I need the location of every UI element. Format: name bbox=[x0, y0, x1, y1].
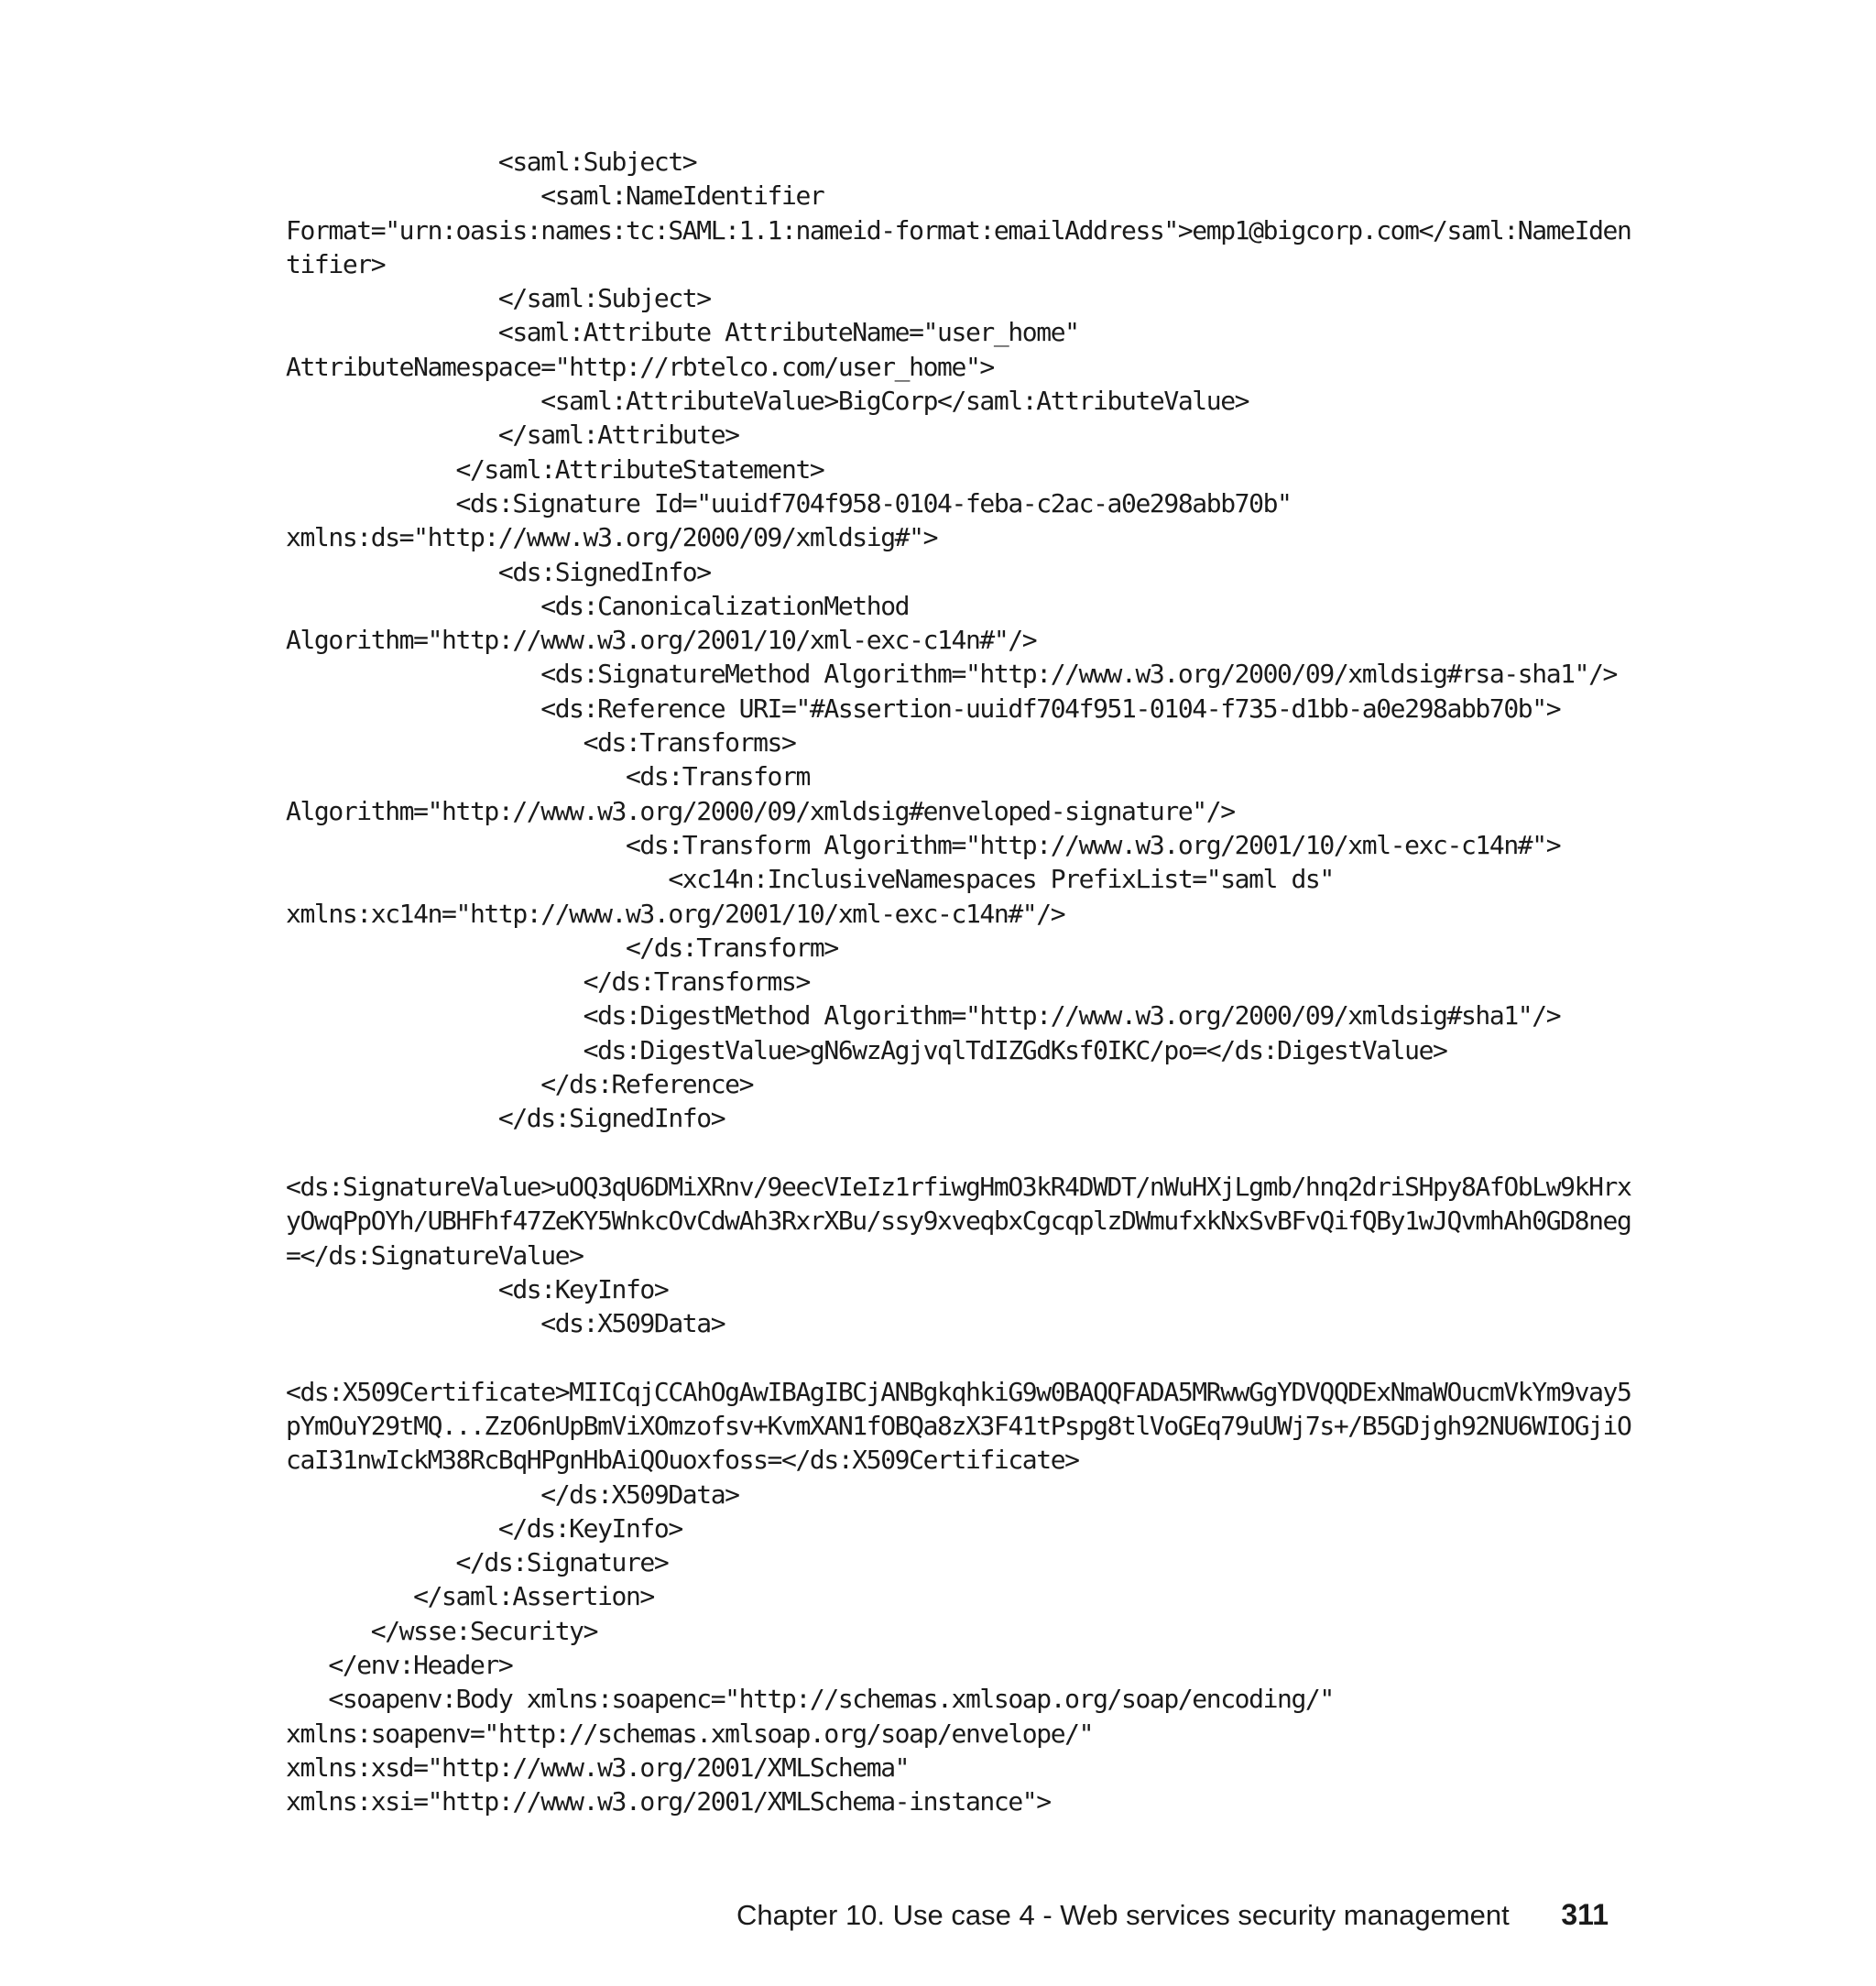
chapter-title: Chapter 10. Use case 4 - Web services security management bbox=[736, 1899, 1510, 1931]
code-line: pYmOuY29tMQ...ZzO6nUpBmViXOmzofsv+KvmXAN1fOBQa8zX3F41tPspg8tlVoGEq79uUWj7s+/B5GDjgh92NU6WIOGjiO bbox=[286, 1410, 1631, 1441]
page-number: 311 bbox=[1561, 1898, 1609, 1931]
code-line: </ds:X509Data> bbox=[286, 1479, 739, 1510]
code-line: <ds:X509Data> bbox=[286, 1308, 725, 1339]
code-line: <ds:Transforms> bbox=[286, 727, 796, 758]
code-line bbox=[286, 1136, 1631, 1170]
code-line: <saml:AttributeValue>BigCorp</saml:AttributeValue> bbox=[286, 386, 1249, 417]
code-line: <ds:CanonicalizationMethod bbox=[286, 590, 910, 621]
code-line: </saml:Assertion> bbox=[286, 1581, 654, 1612]
code-line: tifier> bbox=[286, 248, 386, 279]
code-line: <ds:SignedInfo> bbox=[286, 556, 711, 587]
code-line: </ds:SignedInfo> bbox=[286, 1103, 725, 1134]
code-line: </wsse:Security> bbox=[286, 1615, 598, 1646]
code-line: caI31nwIckM38RcBqHPgnHbAiQOuoxfoss=</ds:X509Certificate> bbox=[286, 1445, 1079, 1476]
code-line: <ds:DigestValue>gN6wzAgjvqlTdIZGdKsf0IKC/po=</ds:DigestValue> bbox=[286, 1034, 1447, 1065]
code-line: <ds:KeyInfo> bbox=[286, 1273, 669, 1304]
code-line: <ds:SignatureValue>uOQ3qU6DMiXRnv/9eecVIeIz1rfiwgHmO3kR4DWDT/nWuHXjLgmb/hnq2driSHpy8AfObLw9kHrx bbox=[286, 1171, 1631, 1202]
code-line: Format="urn:oasis:names:tc:SAML:1.1:nameid-format:emailAddress">emp1@bigcorp.com</saml:NameIden bbox=[286, 214, 1631, 246]
code-line: </env:Header> bbox=[286, 1650, 513, 1681]
code-line bbox=[286, 1340, 1631, 1374]
code-line: </saml:Attribute> bbox=[286, 420, 739, 451]
code-line: yOwqPpOYh/UBHFhf47ZeKY5WnkcOvCdwAh3RxrXBu/ssy9xveqbxCgcqplzDWmufxkNxSvBFvQifQBy1wJQvmhAh0GD8neg bbox=[286, 1206, 1631, 1237]
code-line: <soapenv:Body xmlns:soapenc="http://schemas.xmlsoap.org/soap/encoding/" bbox=[286, 1684, 1334, 1715]
code-line: <saml:Attribute AttributeName="user_home" bbox=[286, 317, 1079, 348]
code-line: xmlns:soapenv="http://schemas.xmlsoap.org/soap/envelope/" bbox=[286, 1718, 1094, 1749]
page-footer bbox=[736, 1898, 1609, 1932]
code-line: Algorithm="http://www.w3.org/2000/09/xmldsig#enveloped-signature"/> bbox=[286, 795, 1235, 826]
code-line: <ds:Reference URI="#Assertion-uuidf704f951-0104-f735-d1bb-a0e298abb70b"> bbox=[286, 693, 1561, 724]
code-listing bbox=[286, 145, 1631, 1819]
code-line: </saml:AttributeStatement> bbox=[286, 453, 824, 485]
code-line: </ds:Signature> bbox=[286, 1547, 669, 1578]
code-line: xmlns:xsd="http://www.w3.org/2001/XMLSchema" bbox=[286, 1751, 910, 1783]
code-line: </ds:KeyInfo> bbox=[286, 1512, 682, 1544]
code-line: <ds:X509Certificate>MIICqjCCAhOgAwIBAgIBCjANBgkqhkiG9w0BAQQFADA5MRwwGgYDVQQDExNmaWOucmVkYm9vay5 bbox=[286, 1376, 1631, 1407]
code-line: </ds:Transforms> bbox=[286, 966, 810, 998]
code-line: xmlns:ds="http://www.w3.org/2000/09/xmldsig#"> bbox=[286, 522, 938, 553]
code-line: </saml:Subject> bbox=[286, 283, 711, 314]
code-line: AttributeNamespace="http://rbtelco.com/user_home"> bbox=[286, 351, 994, 382]
code-line: <saml:Subject> bbox=[286, 147, 697, 177]
code-line: <ds:DigestMethod Algorithm="http://www.w3.org/2000/09/xmldsig#sha1"/> bbox=[286, 1000, 1561, 1031]
code-line: <ds:SignatureMethod Algorithm="http://www.w3.org/2000/09/xmldsig#rsa-sha1"/> bbox=[286, 659, 1617, 690]
code-line: Algorithm="http://www.w3.org/2001/10/xml-exc-c14n#"/> bbox=[286, 625, 1037, 656]
code-line: <ds:Transform bbox=[286, 761, 810, 792]
code-line: xmlns:xc14n="http://www.w3.org/2001/10/xml-exc-c14n#"/> bbox=[286, 898, 1065, 929]
code-line: <saml:NameIdentifier bbox=[286, 180, 824, 212]
code-line: </ds:Reference> bbox=[286, 1069, 754, 1100]
code-line: <xc14n:InclusiveNamespaces PrefixList="saml ds" bbox=[286, 864, 1334, 895]
code-line: <ds:Signature Id="uuidf704f958-0104-feba-c2ac-a0e298abb70b" bbox=[286, 487, 1292, 518]
code-line: =</ds:SignatureValue> bbox=[286, 1239, 584, 1271]
code-line: <ds:Transform Algorithm="http://www.w3.org/2001/10/xml-exc-c14n#"> bbox=[286, 829, 1561, 860]
code-line: </ds:Transform> bbox=[286, 932, 838, 963]
code-line: xmlns:xsi="http://www.w3.org/2001/XMLSchema-instance"> bbox=[286, 1786, 1051, 1817]
